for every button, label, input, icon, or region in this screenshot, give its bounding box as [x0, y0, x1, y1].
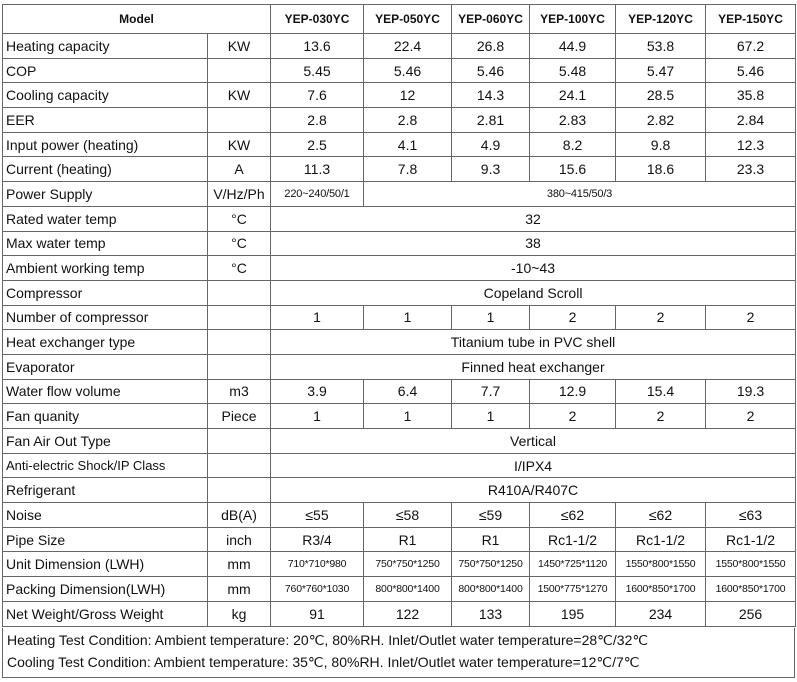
value-cell: 1 — [364, 305, 452, 330]
param-name-cell: Input power (heating) — [3, 132, 208, 157]
value-cell: 1 — [452, 305, 530, 330]
table-row — [3, 379, 796, 404]
value-cell: 760*760*1030 — [271, 577, 364, 602]
unit-cell — [208, 305, 271, 330]
param-name-cell: Packing Dimension(LWH) — [3, 577, 208, 602]
value-cell: 12.9 — [530, 379, 616, 404]
value-cell: 2 — [530, 305, 616, 330]
table-row — [3, 577, 796, 602]
value-cell: ≤59 — [452, 503, 530, 528]
value-cell: 44.9 — [530, 34, 616, 59]
value-cell: 2 — [616, 404, 706, 429]
table-row — [3, 206, 796, 231]
param-name-cell: Pipe Size — [3, 527, 208, 552]
value-cell: 750*750*1250 — [364, 552, 452, 577]
value-cell: 5.46 — [706, 58, 796, 83]
param-name-cell: Refrigerant — [3, 478, 208, 503]
merged-value-cell: Vertical — [271, 429, 796, 454]
model-name-header: YEP-060YC — [452, 5, 530, 34]
unit-cell: KW — [208, 132, 271, 157]
value-cell: 9.3 — [452, 157, 530, 182]
heating-test-condition: Heating Test Condition: Ambient temperature: 20℃, 80%RH. Inlet/Outlet water temperature=28℃/32℃ — [7, 632, 649, 648]
value-cell: 67.2 — [706, 34, 796, 59]
value-cell: 12 — [364, 83, 452, 108]
unit-cell: kg — [208, 601, 271, 626]
value-cell: 800*800*1400 — [452, 577, 530, 602]
value-cell: 7.8 — [364, 157, 452, 182]
value-cell: 35.8 — [706, 83, 796, 108]
merged-value-cell: 38 — [271, 231, 796, 256]
merged-value-cell: Titanium tube in PVC shell — [271, 330, 796, 355]
merged-value-cell: 32 — [271, 206, 796, 231]
value-cell: 2 — [706, 404, 796, 429]
value-cell: 4.1 — [364, 132, 452, 157]
merged-value-cell: I/IPX4 — [271, 453, 796, 478]
unit-cell — [208, 58, 271, 83]
value-cell: R1 — [452, 527, 530, 552]
spec-table — [2, 4, 796, 627]
cooling-test-condition: Cooling Test Condition: Ambient temperature: 35℃, 80%RH. Inlet/Outlet water temperature=12℃/7℃ — [7, 654, 640, 670]
value-cell: R1 — [364, 527, 452, 552]
value-cell: 195 — [530, 601, 616, 626]
param-name-cell: Heating capacity — [3, 34, 208, 59]
param-name-cell: Water flow volume — [3, 379, 208, 404]
unit-cell: Piece — [208, 404, 271, 429]
unit-cell: inch — [208, 527, 271, 552]
unit-cell: mm — [208, 552, 271, 577]
value-cell: 3.9 — [271, 379, 364, 404]
value-cell: 2.8 — [271, 108, 364, 133]
param-name-cell: Number of compressor — [3, 305, 208, 330]
value-cell: 2.5 — [271, 132, 364, 157]
unit-cell: KW — [208, 83, 271, 108]
table-row — [3, 478, 796, 503]
table-row — [3, 58, 796, 83]
param-name-cell: Max water temp — [3, 231, 208, 256]
value-cell: ≤58 — [364, 503, 452, 528]
merged-value-cell: Copeland Scroll — [271, 280, 796, 305]
table-row — [3, 527, 796, 552]
unit-cell: KW — [208, 34, 271, 59]
value-cell: 1 — [452, 404, 530, 429]
unit-cell — [208, 280, 271, 305]
unit-cell: °C — [208, 256, 271, 281]
value-cell: 2 — [616, 305, 706, 330]
value-cell: 1 — [271, 305, 364, 330]
value-cell: 4.9 — [452, 132, 530, 157]
value-cell: 26.8 — [452, 34, 530, 59]
table-row — [3, 34, 796, 59]
value-cell: 220~240/50/1 — [271, 182, 364, 207]
param-name-cell: Net Weight/Gross Weight — [3, 601, 208, 626]
param-name-cell: COP — [3, 58, 208, 83]
model-name-header: YEP-050YC — [364, 5, 452, 34]
value-cell: 1 — [271, 404, 364, 429]
value-cell: 7.6 — [271, 83, 364, 108]
value-cell: 23.3 — [706, 157, 796, 182]
param-name-cell: Evaporator — [3, 354, 208, 379]
value-cell: 18.6 — [616, 157, 706, 182]
value-cell: 5.48 — [530, 58, 616, 83]
unit-cell: A — [208, 157, 271, 182]
unit-cell: mm — [208, 577, 271, 602]
unit-cell — [208, 453, 271, 478]
value-cell: 22.4 — [364, 34, 452, 59]
value-cell: 14.3 — [452, 83, 530, 108]
param-name-cell: Fan Air Out Type — [3, 429, 208, 454]
header-row — [3, 5, 796, 34]
table-row — [3, 280, 796, 305]
value-cell: R3/4 — [271, 527, 364, 552]
unit-cell: V/Hz/Ph — [208, 182, 271, 207]
param-name-cell: Noise — [3, 503, 208, 528]
param-name-cell: Unit Dimension (LWH) — [3, 552, 208, 577]
param-name-cell: Fan quanity — [3, 404, 208, 429]
value-cell: 12.3 — [706, 132, 796, 157]
value-cell: 2.83 — [530, 108, 616, 133]
model-name-header: YEP-120YC — [616, 5, 706, 34]
value-cell: 2.82 — [616, 108, 706, 133]
unit-cell — [208, 330, 271, 355]
table-row — [3, 157, 796, 182]
test-conditions-box — [2, 628, 795, 678]
table-row — [3, 330, 796, 355]
param-name-cell: Heat exchanger type — [3, 330, 208, 355]
unit-cell — [208, 478, 271, 503]
value-cell: ≤55 — [271, 503, 364, 528]
value-cell: 256 — [706, 601, 796, 626]
value-cell: ≤62 — [616, 503, 706, 528]
table-row — [3, 108, 796, 133]
value-cell: 1 — [364, 404, 452, 429]
merged-value-cell: 380~415/50/3 — [364, 182, 796, 207]
value-cell: Rc1-1/2 — [706, 527, 796, 552]
value-cell: 800*800*1400 — [364, 577, 452, 602]
merged-value-cell: R410A/R407C — [271, 478, 796, 503]
value-cell: 19.3 — [706, 379, 796, 404]
unit-cell: m3 — [208, 379, 271, 404]
param-name-cell: EER — [3, 108, 208, 133]
value-cell: Rc1-1/2 — [530, 527, 616, 552]
value-cell: 9.8 — [616, 132, 706, 157]
value-cell: 91 — [271, 601, 364, 626]
table-row — [3, 132, 796, 157]
table-row — [3, 503, 796, 528]
value-cell: 2.8 — [364, 108, 452, 133]
table-row — [3, 552, 796, 577]
value-cell: 710*710*980 — [271, 552, 364, 577]
unit-cell: °C — [208, 231, 271, 256]
table-row — [3, 256, 796, 281]
value-cell: Rc1-1/2 — [616, 527, 706, 552]
table-row — [3, 231, 796, 256]
table-row — [3, 601, 796, 626]
table-row — [3, 453, 796, 478]
value-cell: ≤62 — [530, 503, 616, 528]
param-name-cell: Anti-electric Shock/IP Class — [3, 453, 208, 478]
param-name-cell: Cooling capacity — [3, 83, 208, 108]
merged-value-cell: -10~43 — [271, 256, 796, 281]
value-cell: 15.4 — [616, 379, 706, 404]
unit-cell — [208, 354, 271, 379]
value-cell: 122 — [364, 601, 452, 626]
value-cell: 1500*775*1270 — [530, 577, 616, 602]
merged-value-cell: Finned heat exchanger — [271, 354, 796, 379]
value-cell: 234 — [616, 601, 706, 626]
value-cell: ≤63 — [706, 503, 796, 528]
value-cell: 2 — [706, 305, 796, 330]
model-name-header: YEP-030YC — [271, 5, 364, 34]
value-cell: 28.5 — [616, 83, 706, 108]
table-row — [3, 404, 796, 429]
value-cell: 13.6 — [271, 34, 364, 59]
value-cell: 1550*800*1550 — [706, 552, 796, 577]
param-name-cell: Rated water temp — [3, 206, 208, 231]
value-cell: 24.1 — [530, 83, 616, 108]
table-row — [3, 305, 796, 330]
unit-cell — [208, 108, 271, 133]
value-cell: 2.81 — [452, 108, 530, 133]
value-cell: 1600*850*1700 — [616, 577, 706, 602]
value-cell: 5.46 — [364, 58, 452, 83]
value-cell: 53.8 — [616, 34, 706, 59]
value-cell: 15.6 — [530, 157, 616, 182]
unit-cell — [208, 429, 271, 454]
model-header: Model — [3, 5, 271, 34]
value-cell: 7.7 — [452, 379, 530, 404]
table-row — [3, 354, 796, 379]
value-cell: 750*750*1250 — [452, 552, 530, 577]
value-cell: 2 — [530, 404, 616, 429]
value-cell: 1600*850*1700 — [706, 577, 796, 602]
model-name-header: YEP-150YC — [706, 5, 796, 34]
table-row — [3, 182, 796, 207]
value-cell: 2.84 — [706, 108, 796, 133]
value-cell: 133 — [452, 601, 530, 626]
value-cell: 5.47 — [616, 58, 706, 83]
table-row — [3, 83, 796, 108]
value-cell: 8.2 — [530, 132, 616, 157]
param-name-cell: Compressor — [3, 280, 208, 305]
value-cell: 6.4 — [364, 379, 452, 404]
param-name-cell: Power Supply — [3, 182, 208, 207]
table-row — [3, 429, 796, 454]
param-name-cell: Ambient working temp — [3, 256, 208, 281]
value-cell: 1450*725*1120 — [530, 552, 616, 577]
unit-cell: dB(A) — [208, 503, 271, 528]
model-name-header: YEP-100YC — [530, 5, 616, 34]
value-cell: 5.45 — [271, 58, 364, 83]
value-cell: 1550*800*1550 — [616, 552, 706, 577]
value-cell: 5.46 — [452, 58, 530, 83]
unit-cell: °C — [208, 206, 271, 231]
value-cell: 11.3 — [271, 157, 364, 182]
param-name-cell: Current (heating) — [3, 157, 208, 182]
